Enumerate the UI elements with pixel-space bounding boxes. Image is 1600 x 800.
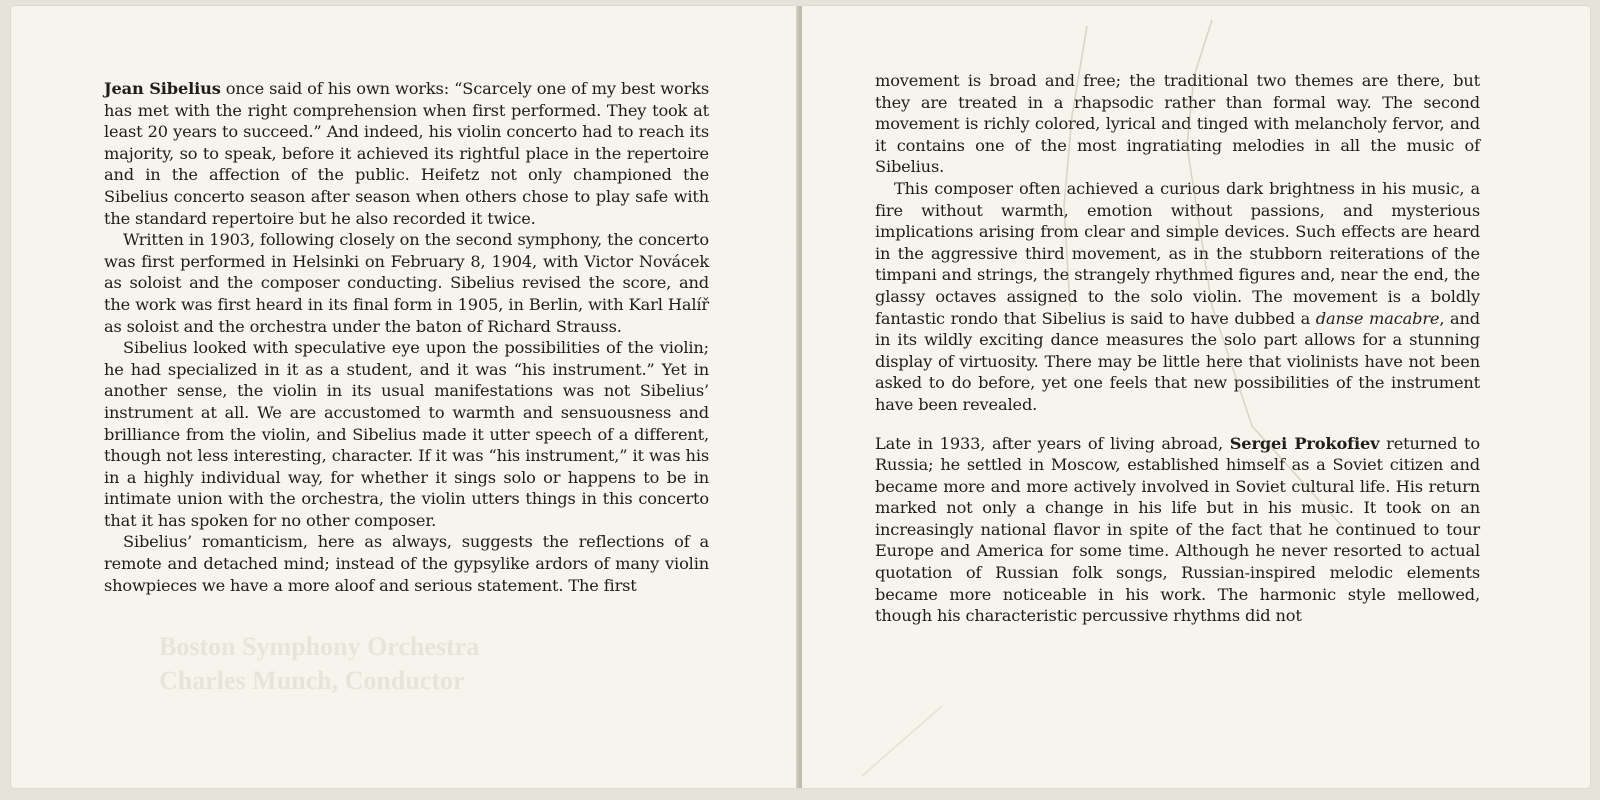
show-through-line-2: Charles Munch, Conductor: [159, 666, 465, 695]
paragraph-concerto-history: Written in 1903, following closely on the second symphony, the concerto was first performed in Helsinki on February 8, 1904, with Victor Novácek as soloist and the composer conducting. Sibelius revised the score, and the work was first heard in its final form in 1905, in Berlin, with Karl Halíř as soloist and the orchestra under the baton of Richard Strauss.: [104, 230, 709, 336]
show-through-line-1: Boston Symphony Orchestra: [159, 632, 480, 661]
italic-term: danse macabre: [1315, 308, 1440, 328]
paragraph-text: , and in its wildly exciting dance measures the solo part allows for a stunning display of virtuosity. There may be little here that violinists have not been asked to do before, yet one feels that new possibilities of the instrument have been revealed.: [875, 308, 1480, 414]
paragraph-sibelius-intro: [104, 78, 709, 229]
paragraph-text: returned to Russia; he settled in Moscow, established himself as a Soviet citizen and became more and more actively involved in Soviet cultural life. His return marked not only a change in his life but in his music. It took on an increasingly national flavor in spite of the fact that he continued to tour Europe and America for some time. Although he never resorted to actual quotation of Russian folk songs, Russian-inspired melodic elements became more noticeable in his work. The harmonic style mellowed, though his characteristic percussive rhythms did not: [875, 433, 1480, 626]
right-page: [802, 6, 1590, 788]
paragraph-text: This composer often achieved a curious dark brightness in his music, a fire without warmth, emotion without passions, and mysterious implications arising from clear and simple devices. Such effects are heard in the aggressive third movement, as in the stubborn reiterations of the timpani and strings, the strangely rhythmed figures and, near the end, the glassy octaves assigned to the solo violin. The movement is a boldly fantastic rondo that Sibelius is said to have dubbed a: [875, 178, 1480, 328]
left-page: [11, 6, 798, 788]
right-text-column: [875, 70, 1480, 627]
paragraph-prokofiev: [875, 433, 1480, 627]
composer-name-prokofiev: Sergei Prokofiev: [1229, 433, 1380, 453]
paragraph-text: Late in 1933, after years of living abroad,: [875, 433, 1230, 453]
paragraph-romanticism: Sibelius’ romanticism, here as always, suggests the reflections of a remote and detached mind; instead of the gypsylike ardors of many violin showpieces we have a more aloof and serious statement. The first: [104, 532, 709, 595]
composer-name-sibelius: Jean Sibelius: [104, 79, 221, 98]
paragraph-text: once said of his own works: “Scarcely one of my best works has met with the right comprehension when first performed. They took at least 20 years to succeed.” And indeed, his violin concerto had to reach its majority, so to speak, before it achieved its rightful place in the repertoire and in the affection of the public. Heifetz not only championed the Sibelius concerto season after season when others chose to play safe with the standard repertoire but he also recorded it twice.: [104, 79, 709, 228]
left-text-column: [104, 78, 709, 596]
paragraph-dark-brightness: [875, 178, 1480, 416]
paragraph-movements: movement is broad and free; the traditional two themes are there, but they are treated in a rhapsodic rather than formal way. The second movement is richly colored, lyrical and tinged with melancholy fervor, and it contains one of the most ingratiating melodies in all the music of Sibelius.: [875, 71, 1480, 177]
paragraph-violin-instrument: Sibelius looked with speculative eye upon the possibilities of the violin; he had specialized in it as a student, and it was “his instrument.” Yet in another sense, the violin in its usual manifestations was not Sibelius’ instrument at all. We are accustomed to warmth and sensuousness and brilliance from the violin, and Sibelius made it utter speech of a different, though not less interesting, character. If it was “his instrument,” it was his in a highly individual way, for whether it sings solo or happens to be in intimate union with the orchestra, the violin utters things in this concerto that it has spoken for no other composer.: [104, 338, 709, 530]
booklet-spread: [6, 6, 1594, 794]
